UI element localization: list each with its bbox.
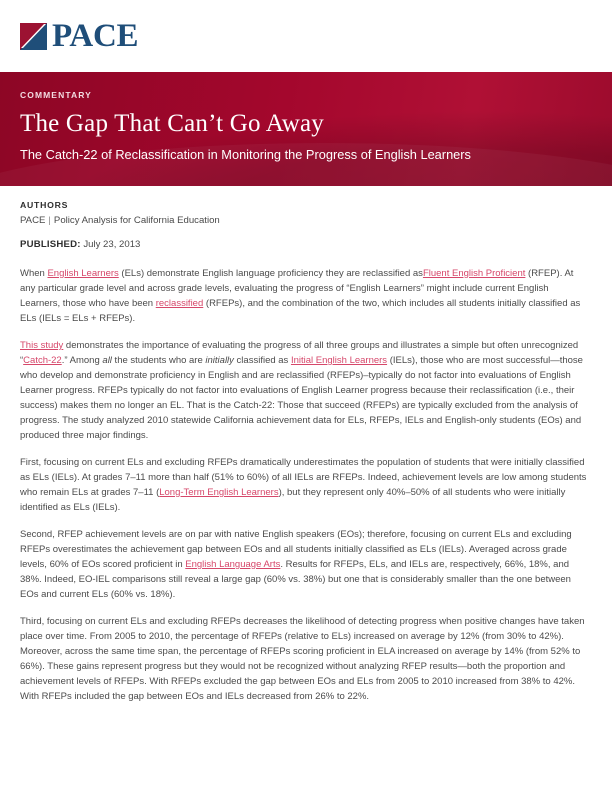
pace-logo-wordmark: PACE	[52, 17, 139, 54]
article-banner	[0, 72, 612, 186]
site-header	[0, 0, 612, 72]
p2-text-d: classified as	[233, 354, 291, 366]
p4-text-a: Second, RFEP achievement levels are on par with native English speakers (EOs); therefore, focusing on current ELs and excluding RFEPs overestimates the achievement gap between EOs and all students initially classified as ELs (IELs). Averaged across grade levels, 60% of EOs scored proficient in	[20, 528, 572, 570]
p1-text-b: (ELs) demonstrate English language proficiency they are reclassified as	[118, 267, 423, 279]
pace-logo-mark-icon	[20, 23, 47, 50]
p1-text-c: (RFEP). At any particular grade level and across grade levels, evaluating the progress of “English Learners” might include current English Learners, those who have been	[20, 267, 574, 309]
authors-name: Policy Analysis for California Education	[53, 214, 220, 226]
article-body	[0, 186, 612, 704]
p2-text-e: (IELs), those who are most successful—those who develop and demonstrate proficiency in English and are reclassified (RFEPs)–typically do not factor into evaluations of English Learner progress. RFEPs typically do not factor into evaluations of English Learner progress because their reclassification (i.e., their success) makes them no longer an EL. That is the Catch-22: Those that succeed (RFEPs) are typically excluded from the analysis of progress. The study analyzed 2010 statewide California achievement data for ELs, RFEPs, IELs and English-only students (EOs) and produced three major findings.	[20, 354, 583, 441]
link-catch-22[interactable]: Catch-22	[23, 354, 62, 366]
authors-value	[20, 215, 590, 226]
paragraph-5: Third, focusing on current ELs and excluding RFEPs decreases the likelihood of detecting progress when positive changes have taken place over time. From 2005 to 2010, the percentage of RFEPs (relative to ELs) increased on average by 12% (from 30% to 42%). Moreover, across the same time span, the percentage of RFEPs scoring proficient in ELA increased on average by 14% (from 52% to 66%). These gains represent progress but they would not be recognized without analyzing RFEP results—both the proportion and achievement levels of RFEPs. With RFEPs excluded the gap between EOs and ELs from 2005 to 2010 increased from 38% to 42%. With RFEPs included the gap between EOs and IELs decreased from 26% to 22%.	[20, 615, 585, 702]
link-reclassified[interactable]: reclassified	[155, 297, 204, 309]
p4-text-b: . Results for RFEPs, ELs, and IELs are, respectively, 66%, 18%, and 38%. Indeed, EO-IEL comparisons still reveal a large gap (60% vs. 38%) but one that is considerably smaller than the one between EOs and current ELs (60% vs. 18%).	[20, 558, 571, 600]
paragraph-3	[20, 455, 590, 515]
p3-text-b: ), but they represent only 40%–50% of all students who were initially identified as ELs (IELs).	[20, 486, 566, 513]
authors-org: PACE	[20, 214, 46, 226]
link-long-term-english-learners[interactable]: Long-Term English Learners	[159, 486, 279, 498]
p2-emphasis-initially: initially	[205, 354, 234, 366]
pace-logo[interactable]	[20, 17, 139, 54]
p2-text-a: demonstrates the importance of evaluating the progress of all three groups and illustrates a simple but often unrecognized “	[20, 339, 579, 366]
published-line	[20, 239, 590, 250]
published-date: July 23, 2013	[83, 238, 141, 250]
page-title: The Gap That Can’t Go Away	[20, 110, 325, 137]
paragraph-4	[20, 527, 590, 602]
p1-text-a: When	[20, 267, 48, 279]
p3-text-a: First, focusing on current ELs and excluding RFEPs dramatically underestimates the population of students that were initially classified as ELs (IELs). At grades 7–11 more than half (51% to 60%) of all IELs are RFEPs. Indeed, achievement levels are low among students who remain ELs at grades 7–11 (	[20, 456, 587, 498]
page-subtitle: The Catch-22 of Reclassification in Monitoring the Progress of English Learners	[20, 147, 471, 162]
link-initial-english-learners[interactable]: Initial English Learners	[290, 354, 388, 366]
p2-emphasis-all: all	[102, 354, 112, 366]
link-english-learners[interactable]: English Learners	[47, 267, 119, 279]
link-english-language-arts[interactable]: English Language Arts	[185, 558, 281, 570]
link-this-study[interactable]: This study	[20, 339, 64, 351]
p2-text-b: .” Among	[61, 354, 103, 366]
paragraph-2	[20, 338, 590, 443]
p1-text-d: (RFEPs), and the combination of the two, which includes all students initially classified as ELs (IELs = ELs + RFEPs).	[20, 297, 581, 324]
p2-text-c: the students who are	[111, 354, 206, 366]
link-fluent-english-proficient[interactable]: Fluent English Proficient	[422, 267, 526, 279]
published-label: PUBLISHED:	[20, 238, 81, 250]
authors-separator: |	[48, 214, 51, 226]
content-type-label: COMMENTARY	[20, 90, 92, 100]
authors-label: AUTHORS	[20, 199, 69, 210]
paragraph-1	[20, 266, 590, 326]
